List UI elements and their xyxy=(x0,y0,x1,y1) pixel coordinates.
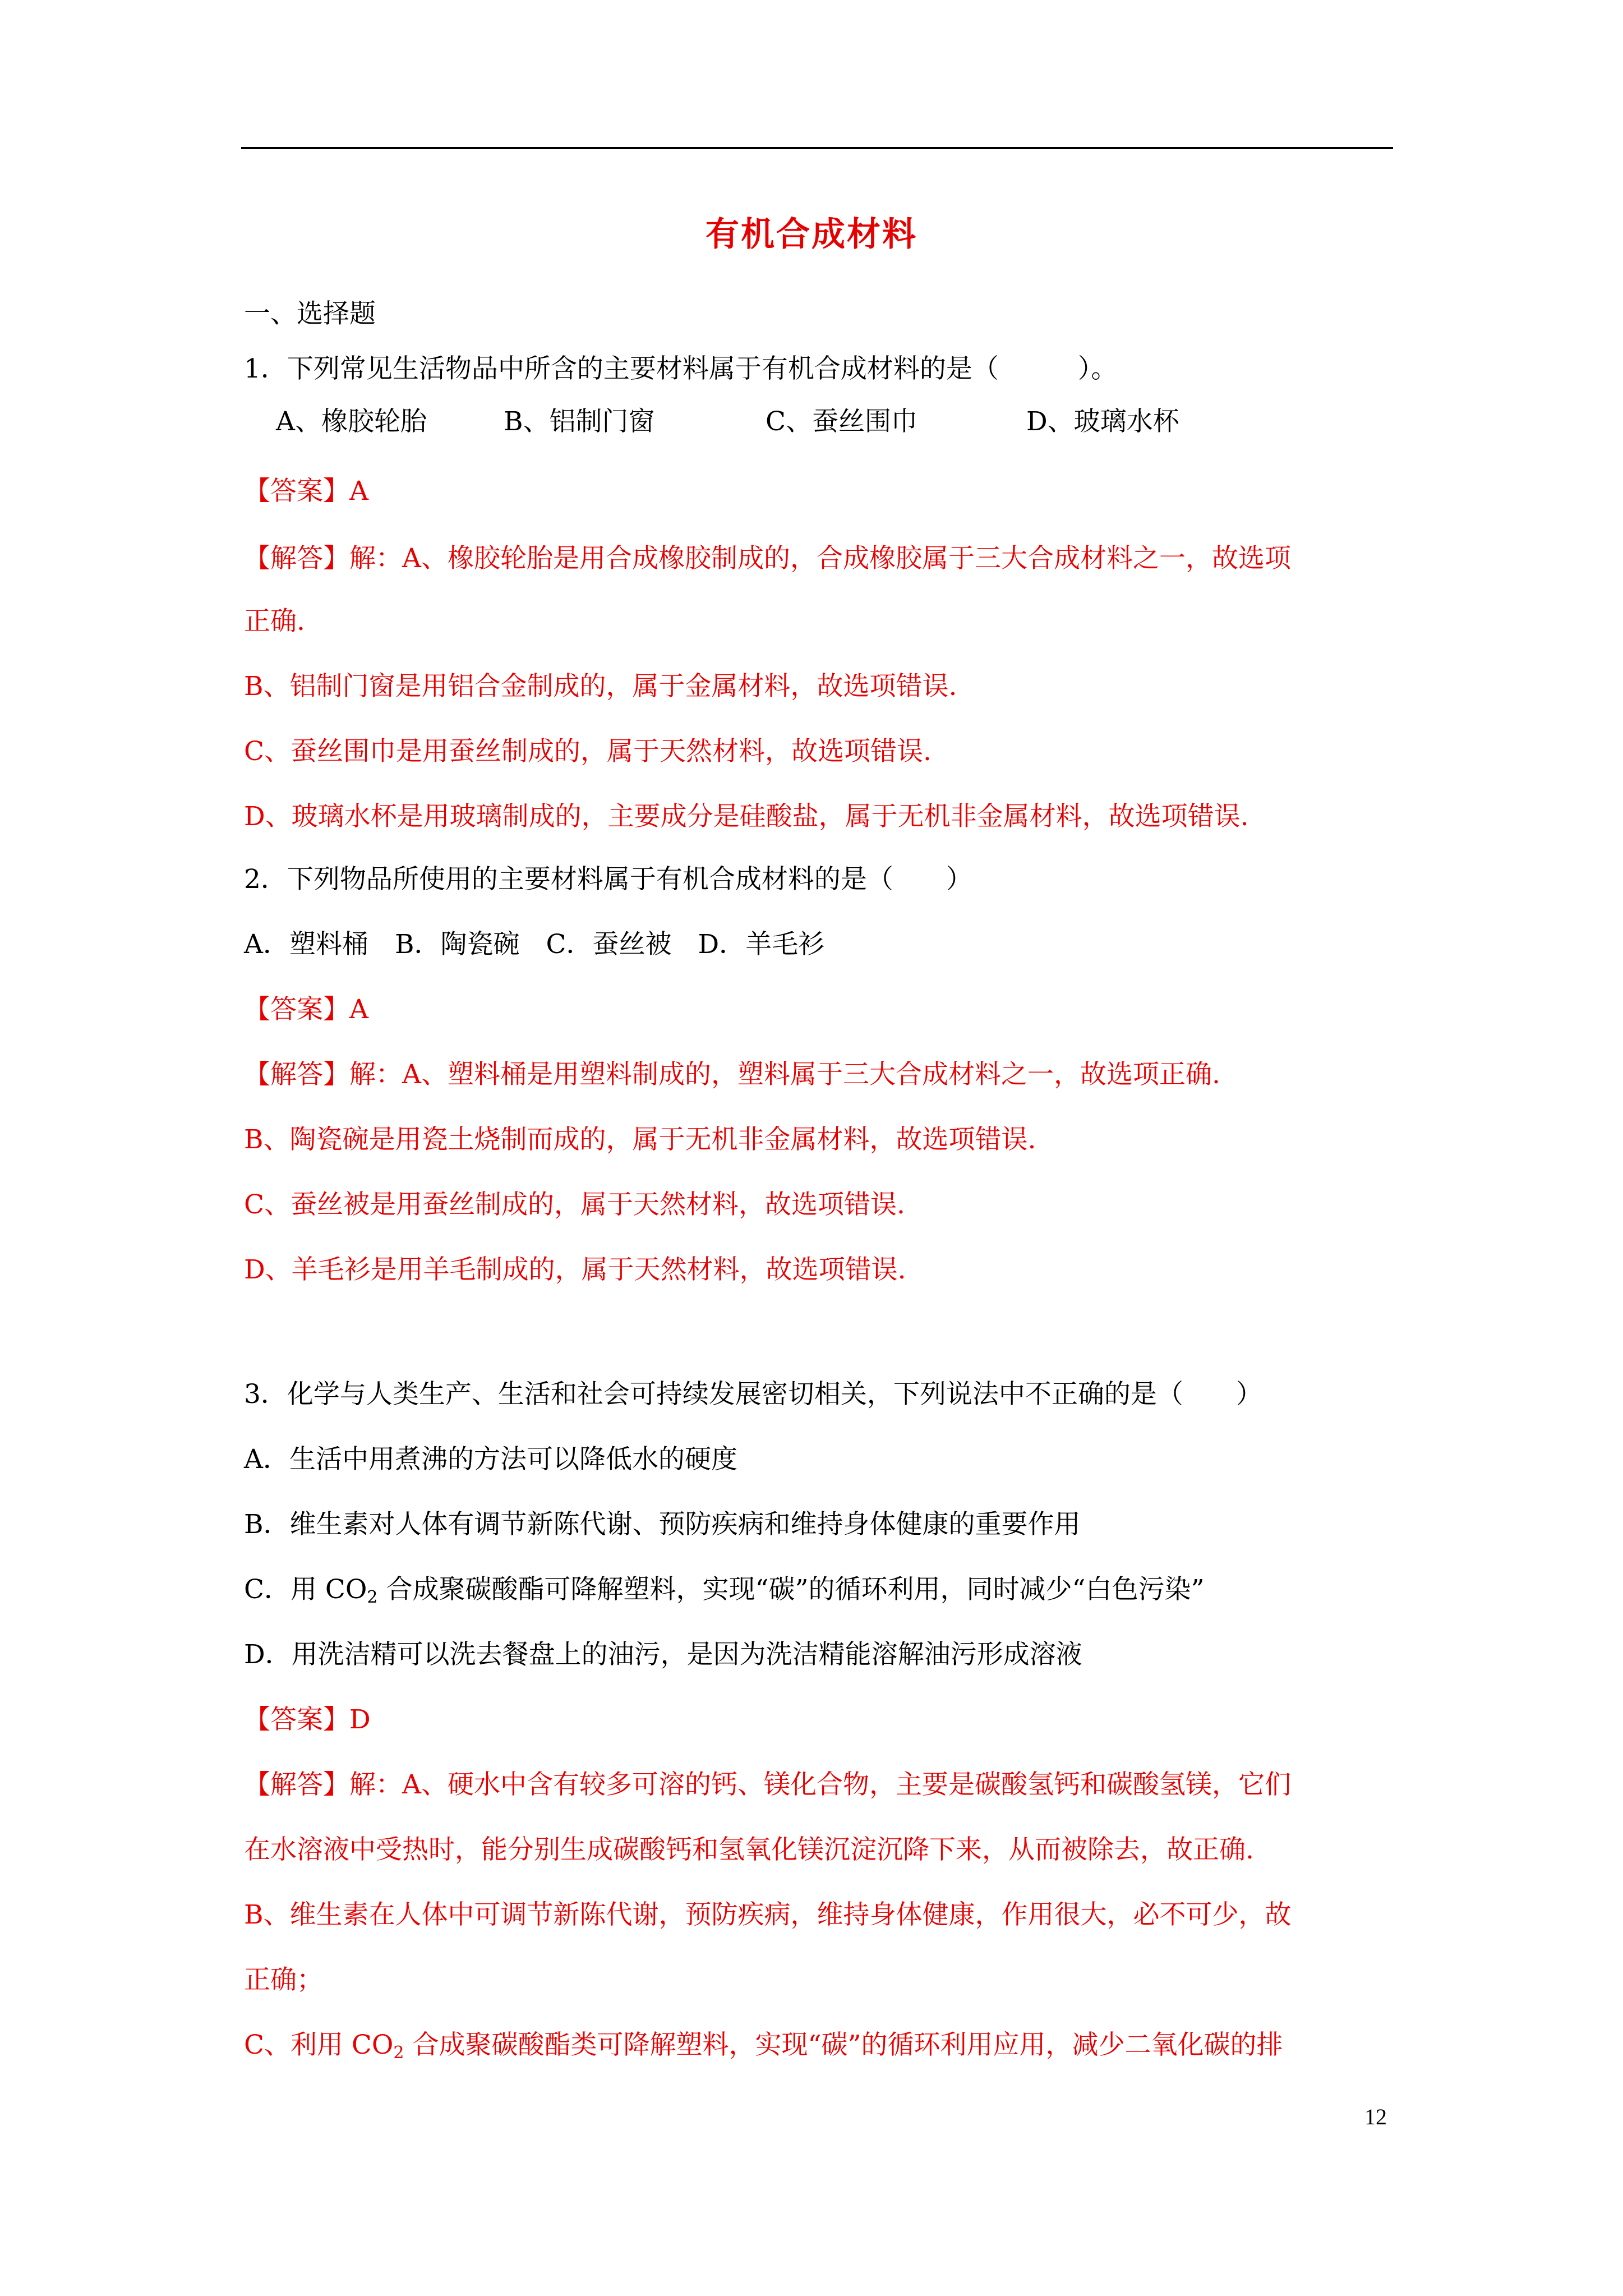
q1-analysis-line: 正确. xyxy=(244,606,305,637)
page-title: 有机合成材料 xyxy=(706,215,917,254)
q2-analysis-line: C、蚕丝被是用蚕丝制成的，属于天然材料，故选项错误. xyxy=(244,1189,905,1220)
q2-analysis-line: D、羊毛衫是用羊毛制成的，属于天然材料，故选项错误. xyxy=(244,1254,906,1285)
q3-option-c xyxy=(244,1573,1205,1607)
q1-stem: 1．下列常见生活物品中所含的主要材料属于有机合成材料的是（ ）。 xyxy=(244,353,1118,384)
q3-option-c-pre: C．用 CO xyxy=(244,1574,367,1605)
q1-analysis-line: C、蚕丝围巾是用蚕丝制成的，属于天然材料，故选项错误. xyxy=(244,736,932,767)
q3-analysis-line: B、维生素在人体中可调节新陈代谢，预防疾病，维持身体健康，作用很大，必不可少，故 xyxy=(244,1899,1292,1930)
q2-analysis-line: 【解答】解：A、塑料桶是用塑料制成的，塑料属于三大合成材料之一，故选项正确. xyxy=(244,1059,1220,1090)
q3-option-c-sub: 2 xyxy=(367,1588,378,1607)
q3-analysis-c-sub: 2 xyxy=(393,2043,404,2063)
q1-option-c: C、蚕丝围巾 xyxy=(766,406,917,437)
q1-option-d: D、玻璃水杯 xyxy=(1026,406,1179,437)
q3-analysis-line-c xyxy=(244,2028,1283,2062)
page-number: 12 xyxy=(1364,2104,1387,2129)
q1-option-b: B、铝制门窗 xyxy=(504,406,655,437)
q3-option-d: D．用洗洁精可以洗去餐盘上的油污，是因为洗洁精能溶解油污形成溶液 xyxy=(244,1639,1082,1670)
q3-answer: 【答案】D xyxy=(244,1704,371,1735)
q1-analysis-line: D、玻璃水杯是用玻璃制成的，主要成分是硅酸盐，属于无机非金属材料，故选项错误. xyxy=(244,801,1249,832)
section-heading: 一、选择题 xyxy=(244,298,376,329)
q1-answer: 【答案】A xyxy=(244,476,368,507)
q3-stem: 3．化学与人类生产、生活和社会可持续发展密切相关，下列说法中不正确的是（ ） xyxy=(244,1379,1262,1410)
q1-options xyxy=(0,405,1623,439)
q3-analysis-c-pre: C、利用 CO xyxy=(244,2030,394,2060)
q3-analysis-c-post: 合成聚碳酸酯类可降解塑料，实现“碳”的循环利用应用，减少二氧化碳的排 xyxy=(404,2030,1283,2060)
q2-answer: 【答案】A xyxy=(244,994,368,1025)
q3-analysis-line: 在水溶液中受热时，能分别生成碳酸钙和氢氧化镁沉淀沉降下来，从而被除去，故正确. xyxy=(244,1834,1254,1865)
q2-stem: 2．下列物品所使用的主要材料属于有机合成材料的是（ ） xyxy=(244,864,972,895)
q3-analysis-line: 【解答】解：A、硬水中含有较多可溶的钙、镁化合物，主要是碳酸氢钙和碳酸氢镁，它们 xyxy=(244,1769,1291,1800)
q3-option-c-post: 合成聚碳酸酯可降解塑料，实现“碳”的循环利用，同时减少“白色污染” xyxy=(377,1574,1205,1605)
q3-option-b: B．维生素对人体有调节新陈代谢、预防疾病和维持身体健康的重要作用 xyxy=(244,1509,1081,1540)
q2-analysis-line: B、陶瓷碗是用瓷土烧制而成的，属于无机非金属材料，故选项错误. xyxy=(244,1124,1036,1155)
q1-analysis-line: B、铝制门窗是用铝合金制成的，属于金属材料，故选项错误. xyxy=(244,671,957,702)
q3-analysis-line: 正确； xyxy=(244,1964,323,1995)
q1-analysis-line: 【解答】解：A、橡胶轮胎是用合成橡胶制成的，合成橡胶属于三大合成材料之一，故选项 xyxy=(244,543,1291,574)
q2-options: A．塑料桶 B．陶瓷碗 C．蚕丝被 D．羊毛衫 xyxy=(244,929,825,960)
q1-option-a: A、橡胶轮胎 xyxy=(276,406,427,437)
q3-option-a: A．生活中用煮沸的方法可以降低水的硬度 xyxy=(244,1444,737,1475)
header-rule xyxy=(241,147,1393,149)
